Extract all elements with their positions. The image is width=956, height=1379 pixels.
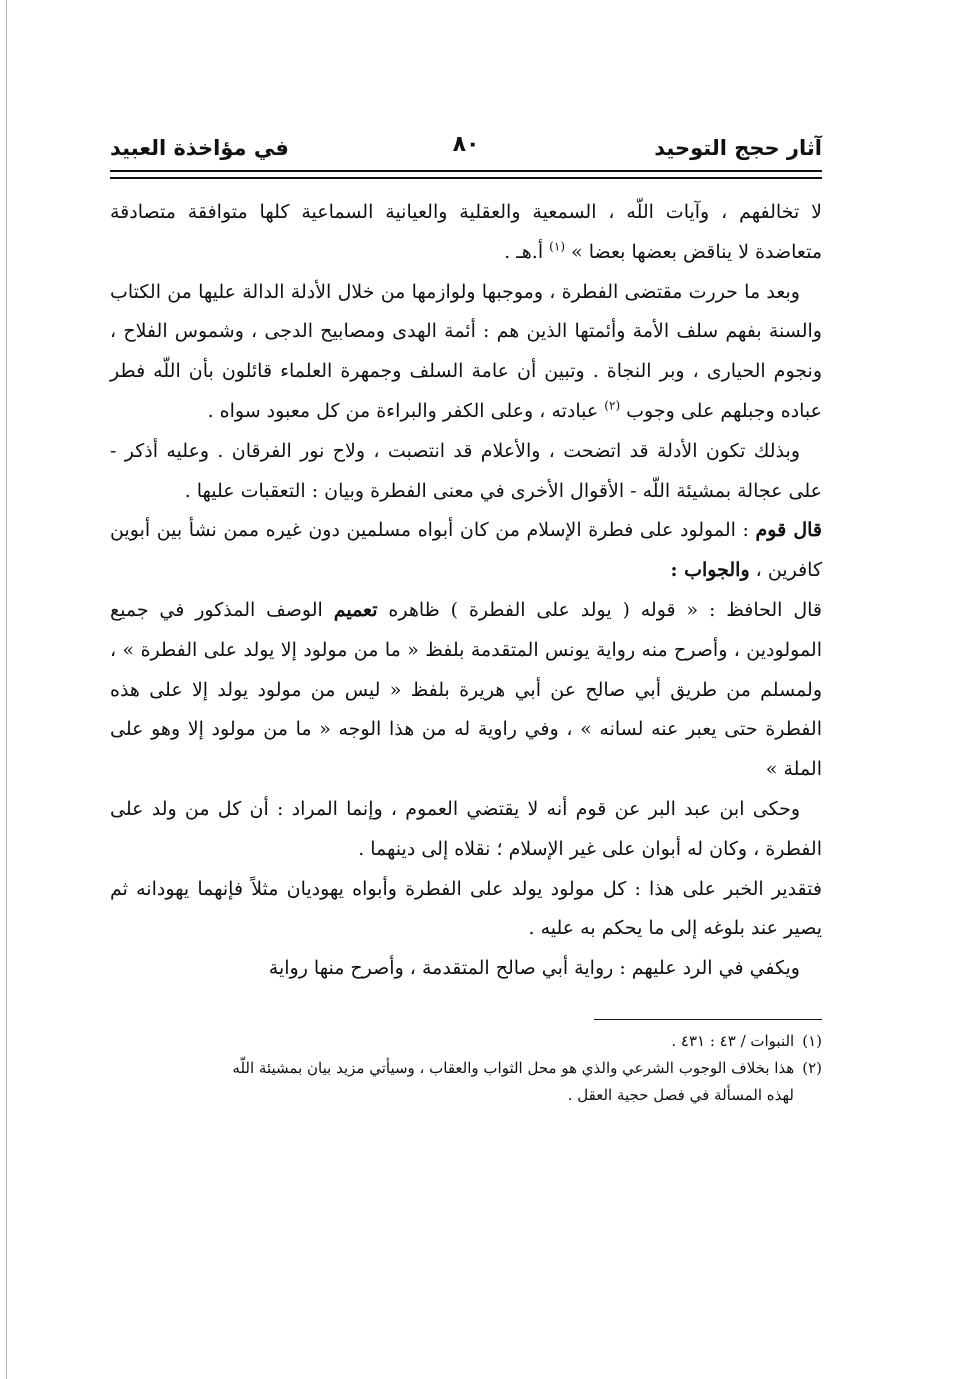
- paragraph-5-start: قال الحافظ : « قوله ( يولد على الفطرة ) ظاهره: [388, 598, 822, 621]
- page-number: ٨٠: [452, 132, 480, 157]
- paragraph-3: [110, 432, 822, 512]
- paragraph-4-text: : المولود على فطرة الإسلام من كان أبواه مسلمين دون غيره ممن نشأ بين أبوين كافرين ،: [110, 519, 822, 582]
- paragraph-6: [110, 790, 822, 870]
- footnote-1-mark: (١): [802, 1031, 822, 1050]
- paragraph-7-text: فتقدير الخبر على هذا : كل مولود يولد على الفطرة وأبواه يهوديان مثلاً فإنهما يهودانه ثم يصير عند بلوغه إلى ما يحكم به عليه .: [110, 877, 822, 940]
- paragraph-8-text: ويكفي في الرد عليهم : رواية أبي صالح المتقدمة ، وأصرح منها رواية: [268, 957, 800, 980]
- footnote-ref-1: (١): [549, 239, 565, 254]
- main-text: [110, 193, 822, 989]
- footnote-2-cont-text: لهذه المسألة في فصل حجية العقل .: [567, 1085, 794, 1104]
- footnote-rule: [594, 1019, 822, 1020]
- paragraph-1: [110, 193, 822, 273]
- paragraph-1-text: لا تخالفهم ، وآيات اللّه ، السمعية والعقلية والعيانية السماعية كلها متوافقة متصادقة متعاضدة لا يناقض بعضها بعضا »: [110, 201, 822, 263]
- header-title-left: في مؤاخذة العبيد: [110, 136, 289, 160]
- header-title-right: آثار حجج التوحيد: [654, 136, 822, 160]
- paragraph-4: [110, 511, 822, 591]
- paragraph-3-text: وبذلك تكون الأدلة قد اتضحت ، والأعلام قد انتصبت ، ولاح نور الفرقان . وعليه أذكر - على عجالة بمشيئة اللّه - الأقوال الأخرى في معنى الفطرة وبيان : التعقبات عليها .: [110, 439, 822, 502]
- footnote-2-text: هذا بخلاف الوجوب الشرعي والذي هو محل الثواب والعقاب ، وسيأتي مزيد بيان بمشيئة اللّه: [232, 1058, 795, 1077]
- footnotes: [110, 1028, 822, 1109]
- paragraph-2-end: عبادته ، وعلى الكفر والبراءة من كل معبود سواه .: [207, 399, 599, 422]
- paragraph-1-end: أ.هـ .: [504, 240, 544, 263]
- footnote-2-mark: (٢): [802, 1058, 822, 1077]
- paragraph-2-text: وبعد ما حررت مقتضى الفطرة ، وموجبها ولوازمها من خلال الأدلة الدالة عليها من الكتاب والسنة بفهم سلف الأمة وأئمتها الذين هم : أئمة الهدى ومصابيح الدجى ، وشموس الفلاح ، ونجوم الحيارى ، وبر النجاة . وتبين أن عامة السلف وجمهرة العلماء قائلون بأن اللّه فطر عباده وجبلهم على وجوب: [110, 280, 822, 422]
- answer-label: والجواب :: [670, 559, 750, 582]
- footnote-2-continuation: [110, 1082, 822, 1109]
- paragraph-5-emphasis: تعميم: [333, 598, 378, 621]
- paragraph-7: [110, 870, 822, 950]
- paragraph-8: [110, 949, 822, 989]
- footnote-1-text: النبوات / ٤٣ : ٤٣١ .: [671, 1031, 795, 1050]
- running-header: [110, 130, 822, 170]
- paragraph-4-lead: قال قوم: [755, 519, 823, 542]
- footnote-2: [110, 1055, 822, 1082]
- paragraph-5: [110, 591, 822, 790]
- footnote-1: [110, 1028, 822, 1055]
- footnote-ref-2: (٢): [604, 398, 621, 413]
- paragraph-2: [110, 273, 822, 432]
- scan-edge-line: [6, 0, 7, 1379]
- book-page: [110, 130, 822, 1109]
- paragraph-6-text: وحكى ابن عبد البر عن قوم أنه لا يقتضي العموم ، وإنما المراد : أن كل من ولد على الفطرة ، وكان له أبوان على غير الإسلام ؛ نقلاه إلى دينهما .: [110, 797, 822, 860]
- paragraph-5-text: الوصف المذكور في جميع المولودين ، وأصرح منه رواية يونس المتقدمة بلفظ « ما من مولود إلا يولد على الفطرة » ، ولمسلم من طريق أبي صالح عن أبي هريرة بلفظ « ليس من مولود يولد إلا على هذه الفطرة حتى يعبر عنه لسانه » ، وفي راوية له من هذا الوجه « ما من مولود إلا وهو على الملة »: [110, 598, 822, 781]
- header-rule: [110, 170, 822, 179]
